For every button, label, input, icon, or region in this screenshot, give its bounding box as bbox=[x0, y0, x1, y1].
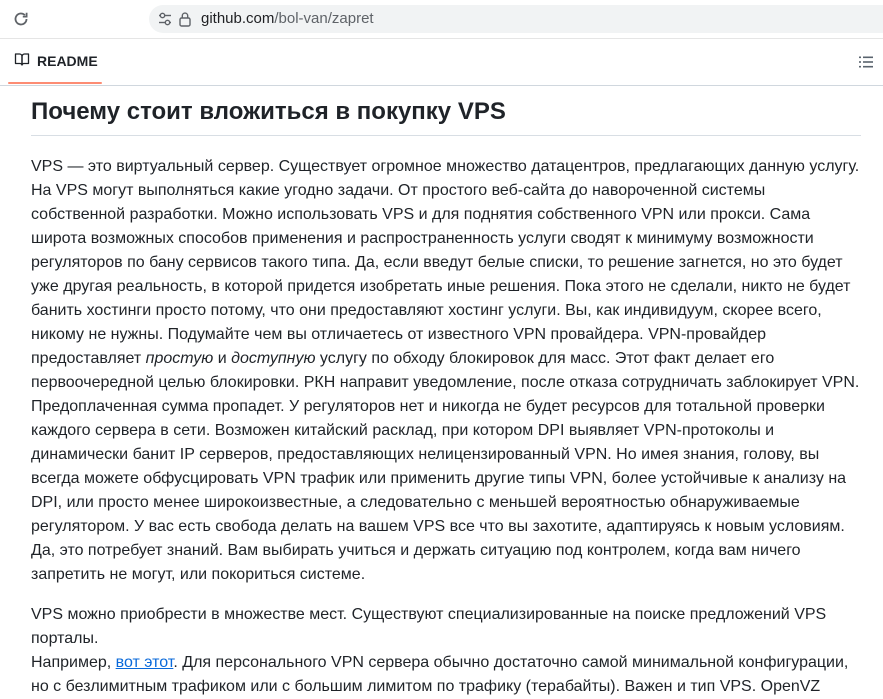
browser-toolbar bbox=[0, 0, 883, 39]
readme-tab-label: README bbox=[37, 53, 98, 69]
p2-text-suffix: . Для персонального VPN сервера обычно достаточно самой минимальной конфигурации, но с безлимитным трафиком или с большим лимитом по трафику (терабайты). Важен и тип VPS. OpenVZ bbox=[31, 654, 849, 695]
vps-portal-link[interactable]: вот этот bbox=[115, 654, 174, 671]
paragraph-vps-purchase bbox=[31, 603, 861, 699]
lock-icon[interactable] bbox=[178, 11, 192, 32]
url-path: /bol-van/zapret bbox=[274, 10, 374, 27]
outline-list-icon[interactable] bbox=[858, 54, 874, 70]
paragraph-vps-intro bbox=[31, 155, 861, 587]
readme-header bbox=[0, 38, 883, 86]
p1-text-1: VPS — это виртуальный сервер. Существует огромное множество датацентров, предлагающих данную услугу. На VPS могут выполняться какие угодно задачи. От простого веб-сайта до навороченной системы собственной разработки. Можно использовать VPS и для поднятия собственного VPN или прокси. Сама широта возможных способов применения и распространенность услуги сводят к минимуму возможности регуляторов по бану сервисов такого типа. Да, если введут белые списки, то решение загнется, но это будет уже другая реальность, в которой придется изобретать иные решения. Пока этого не сделали, никто не будет банить хостинги просто потому, что они предоставляют хостинг услуги. Вы, как индивидуум, скорее всего, никому не нужны. Подумайте чем вы отличаетесь от известного VPN провайдера. VPN-провайдер предоставляет bbox=[31, 158, 860, 367]
url-host: github.com bbox=[201, 10, 275, 27]
p1-text-2: и bbox=[213, 350, 232, 367]
p1-emphasis-accessible: доступную bbox=[231, 350, 316, 367]
book-icon bbox=[14, 51, 30, 72]
site-settings-icon[interactable] bbox=[157, 11, 173, 27]
p2-text-line1: VPS можно приобрести в множестве мест. Существуют специализированные на поиске предложений VPS порталы. bbox=[31, 606, 827, 647]
p2-text-prefix: Например, bbox=[31, 654, 116, 671]
readme-tab[interactable] bbox=[14, 51, 98, 71]
url-text[interactable] bbox=[201, 10, 374, 28]
p1-text-3: услугу по обходу блокировок для масс. Этот факт делает его первоочередной целью блокировки. РКН направит уведомление, после отказа сотрудничать заблокирует VPN. Предоплаченная сумма пропадет. У регуляторов нет и никогда не будет ресурсов для тотальной проверки каждого сервера в сети. Возможен китайский расклад, при котором DPI выявляет VPN-протоколы и динамически банит IP серверов, предоставляющих нелицензированный VPN. Но имея знания, голову, вы всегда можете обфусцировать VPN трафик или применить другие типы VPN, более устойчивые к анализу на DPI, или просто менее широкоизвестные, а следовательно с меньшей вероятностью обнаруживаемые регулятором. У вас есть свобода делать на вашем VPS все что вы захотите, адаптируясь к новым условиям. Да, это потребует знаний. Вам выбирать учиться и держать ситуацию под контролем, когда вам ничего запретить не могут, или покориться системе. bbox=[31, 350, 860, 583]
section-heading: Почему стоит вложиться в покупку VPS bbox=[31, 85, 861, 136]
active-tab-indicator bbox=[8, 82, 102, 84]
readme-article bbox=[31, 85, 861, 699]
reload-icon[interactable] bbox=[11, 9, 31, 29]
p1-emphasis-simple: простую bbox=[145, 350, 214, 367]
address-bar[interactable] bbox=[149, 5, 883, 33]
